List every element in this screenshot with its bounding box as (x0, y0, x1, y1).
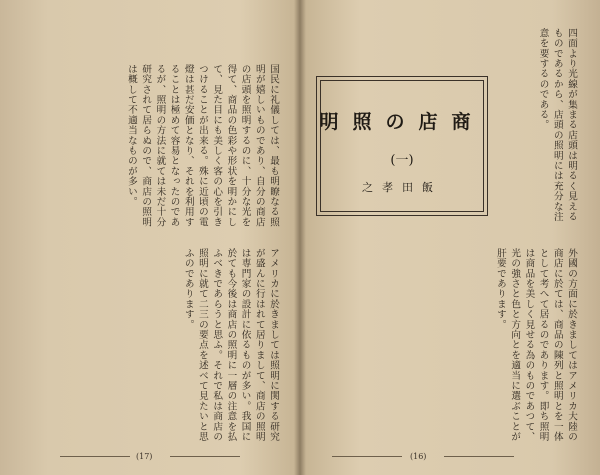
left-page-upper-text: 国民に礼儀しては、最も明瞭なる照明が嬉しいものであり、自分の商店の店頭を照明するのに、十分な光を得て、商品の色彩や形状を明かにして、見た目にも美しく客の心を引きつけることが出来る。殊に近頃の電燈は甚だ安価となり、それを利用することは極めて容易となったのであるが、照明の方法に就ては未だ十分研究されて居らぬので、商店の照明は概して不適当なものが多い。 (125, 64, 279, 228)
footer-rule (332, 456, 402, 457)
footer-rule (60, 456, 130, 457)
right-page-lower-text: 外國の方面に於きましてはアメリカ大陸の商店に於ては、商品の陳列と照明とを一体として考へて居るのであります。即ち照明は商品を美しく見せる為のものであつて、光の強さと色と方向とを適当に選ぶことが肝要であります。 (494, 248, 577, 442)
left-page (0, 0, 298, 475)
article-title-box (316, 76, 488, 216)
article-part-number: (一) (390, 153, 414, 168)
footer-rule (444, 456, 514, 457)
article-title: 商店の照明 (319, 111, 485, 133)
left-page-lower-text: アメリカに於きましては照明に関する研究が盛んに行はれて居りまして、商店の照明は専門家の設計に依るものが多い。我国に於ても今後は商店の照明に一層の注意を払ふべきであらうと思ふ。それで私は商店の照明に就て二三の要点を述べて見たいと思ふのであります。 (182, 248, 279, 442)
right-page (302, 0, 600, 475)
right-page-number: (16) (410, 452, 427, 461)
footer-rule (170, 456, 240, 457)
left-page-number: (17) (136, 452, 153, 461)
article-author: 飯田孝之 (362, 181, 442, 194)
right-page-upper-text: 四面より光線が集まる店頭は明るく見えるものであるから、店頭の照明には充分な注意を要するのである。 (537, 28, 577, 222)
